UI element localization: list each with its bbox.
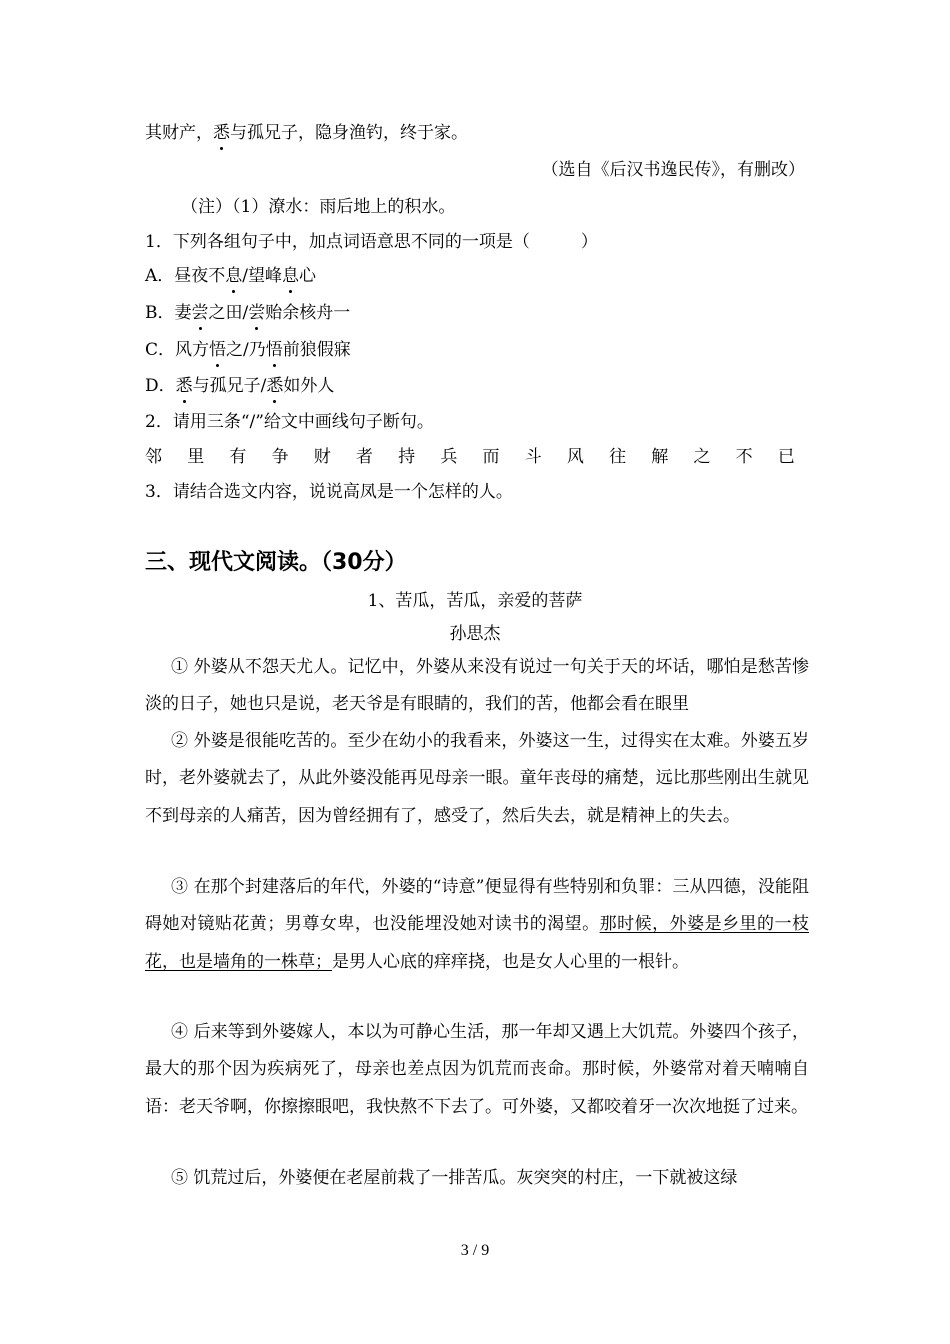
passage-tail: 其财产，悉与孤兄子，隐身渔钓，终于家。 (145, 123, 468, 143)
passage-source: （选自《后汉书逸民传》，有删改） (541, 160, 805, 180)
page-number: 3 / 9 (460, 1242, 490, 1259)
passage-note: （注）（1）潦水：雨后地上的积水。 (181, 197, 456, 217)
segmentation-characters: 邻 里 有 争 财 者 持 兵 而 斗 风 往 解 之 不 已 (145, 447, 795, 467)
section-heading: 三、现代文阅读。（30分） (145, 550, 407, 575)
question-3: 3．请结合选文内容，说说高凤是一个怎样的人。 (145, 482, 513, 502)
option-b: B．妻尝之田/尝贻余核舟一 (145, 303, 351, 323)
paragraph-5: ⑤ 饥荒过后，外婆便在老屋前栽了一排苦瓜。灰突突的村庄，一下就被这绿 (171, 1168, 738, 1188)
paragraph-3: ③ 在那个封建落后的年代，外婆的“诗意”便显得有些特别和负罪：三从四德，没能阻碍她对镜贴花黄；男尊女卑，也没能埋没她对读书的渴望。那时候，外婆是乡里的一枝花，也是墙角的一株草；是男人心底的痒痒挠，也是女人心里的一根针。 (145, 877, 810, 972)
article-title: 1、苦瓜，苦瓜，亲爱的菩萨 (367, 591, 583, 611)
paragraph-2: ② 外婆是很能吃苦的。至少在幼小的我看来，外婆这一生，过得实在太难。外婆五岁时，老外婆就去了，从此外婆没能再见母亲一眼。童年丧母的痛楚，远比那些刚出生就见不到母亲的人痛苦，因为曾经拥有了，感受了，然后失去，就是精神上的失去。 (145, 731, 809, 826)
question-1: 1．下列各组句子中，加点词语意思不同的一项是（ ） (145, 232, 598, 252)
paragraph-1: ① 外婆从不怨天尤人。记忆中，外婆从来没有说过一句关于天的坏话，哪怕是愁苦惨淡的日子，她也只是说，老天爷是有眼睛的，我们的苦，他都会看在眼里 (145, 657, 809, 715)
option-c: C．风方悟之/乃悟前狼假寐 (145, 340, 351, 360)
underlined-sentence: 那时候，外婆是乡里的一枝花，也是墙角的一株草； (145, 914, 810, 972)
paragraph-4: ④ 后来等到外婆嫁人，本以为可静心生活，那一年却又遇上大饥荒。外婆四个孩子，最大的那个因为疾病死了，母亲也差点因为饥荒而丧命。那时候，外婆常对着天喃喃自语：老天爷啊，你擦擦眼吧，我快熬不下去了。可外婆，又都咬着牙一次次地挺了过来。 (145, 1022, 809, 1117)
article-author: 孙思杰 (449, 624, 501, 644)
option-d: D．悉与孤兄子/悉如外人 (145, 376, 335, 396)
question-2: 2．请用三条“/”给文中画线句子断句。 (145, 412, 434, 432)
option-a: A．昼夜不息/望峰息心 (145, 266, 317, 286)
